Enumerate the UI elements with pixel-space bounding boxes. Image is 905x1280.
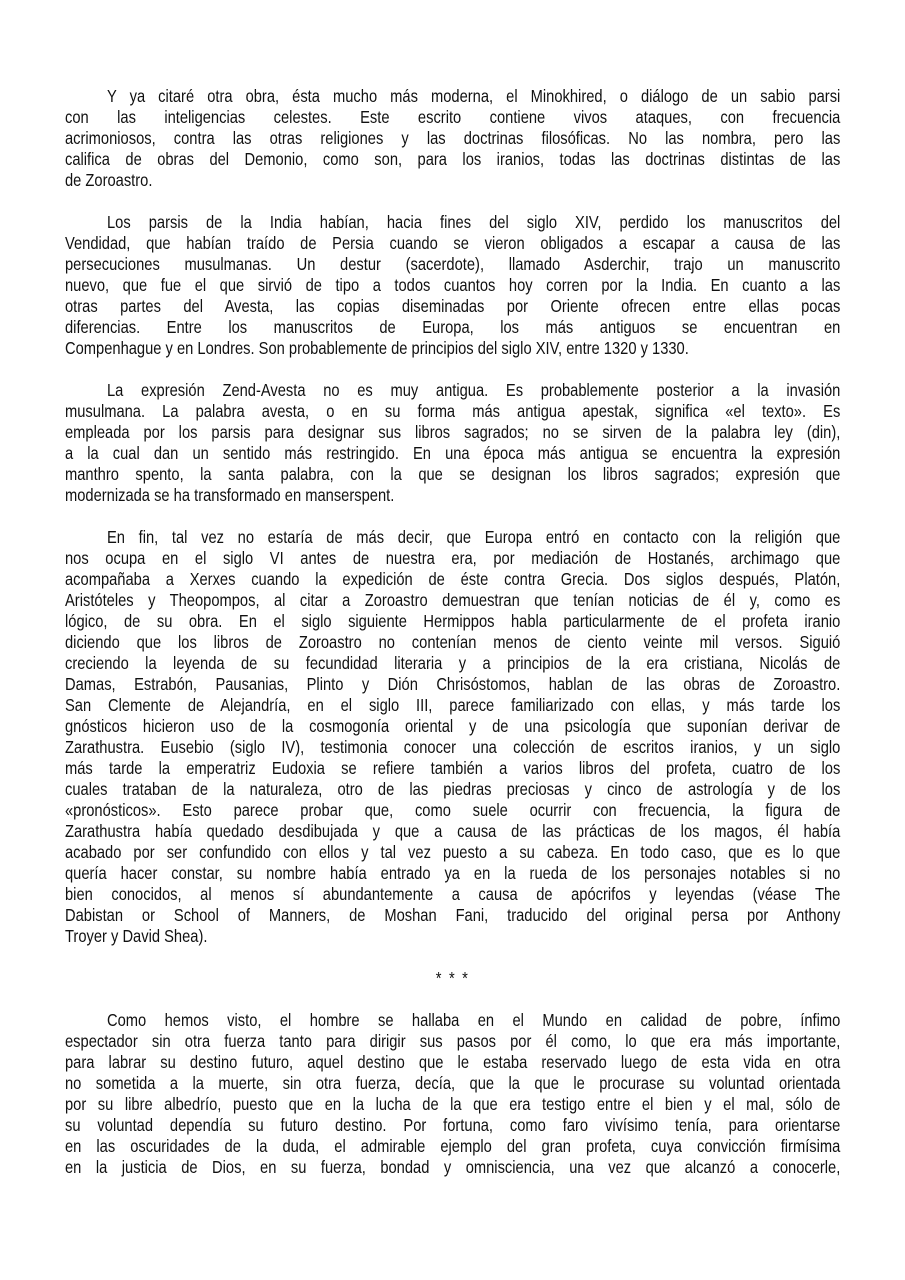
text-line: lógico, de su obra. En el siglo siguiente Hermippos habla particularmente de el profeta iranio xyxy=(65,611,841,631)
text-line: Los parsis de la India habían, hacia fines del siglo XIV, perdido los manuscritos del xyxy=(107,212,841,232)
text-line: con las inteligencias celestes. Este escrito contiene vivos ataques, con frecuencia xyxy=(65,107,841,127)
text-line: San Clemente de Alejandría, en el siglo III, parece familiarizado con ellas, y más tarde los xyxy=(65,695,841,715)
text-line: por su libre albedrío, puesto que en la lucha de la que era testigo entre el bien y el mal, sólo de xyxy=(65,1094,841,1114)
paragraph xyxy=(65,527,840,947)
text-line: Damas, Estrabón, Pausanias, Plinto y Dión Chrisóstomos, hablan de las obras de Zoroastro. xyxy=(65,674,841,694)
text-line: no sometida a la muerte, sin otra fuerza, decía, que la que le procurase su voluntad orientada xyxy=(65,1073,841,1093)
text-line: Zarathustra. Eusebio (siglo IV), testimonia conocer una colección de escritos iranios, y un siglo xyxy=(65,737,841,757)
text-line: más tarde la emperatriz Eudoxia se refiere también a varios libros del profeta, cuatro de los xyxy=(65,758,841,778)
text-line: Vendidad, que habían traído de Persia cuando se vieron obligados a escapar a causa de las xyxy=(65,233,841,253)
text-line: modernizada se ha transformado en manserspent. xyxy=(65,485,395,505)
text-line: diciendo que los libros de Zoroastro no contenían menos de ciento veinte mil versos. Siguió xyxy=(65,632,841,652)
text-line: a la cual dan un sentido más restringido. En una época más antigua se encuentra la expresión xyxy=(65,443,841,463)
text-line: «pronósticos». Esto parece probar que, como suele ocurrir con frecuencia, la figura de xyxy=(65,800,841,820)
text-line: acrimoniosos, contra las otras religiones y las doctrinas filosóficas. No las nombra, pero las xyxy=(65,128,841,148)
text-line: acompañaba a Xerxes cuando la expedición de éste contra Grecia. Dos siglos después, Platón, xyxy=(65,569,841,589)
text-line: cuales trataban de la naturaleza, otro de las piedras preciosas y cinco de astrología y de los xyxy=(65,779,841,799)
text-line: su voluntad dependía su futuro destino. Por fortuna, como faro vivísimo tenía, para orientarse xyxy=(65,1115,841,1135)
text-line: quería hacer constar, su nombre había entrado ya en la rueda de los personajes notables si no xyxy=(65,863,841,883)
paragraph xyxy=(65,380,840,506)
section-separator: * * * xyxy=(435,968,470,988)
text-line: nos ocupa en el siglo VI antes de nuestra era, por mediación de Hostanés, archimago que xyxy=(65,548,841,568)
text-line: Dabistan or School of Manners, de Moshan Fani, traducido del original persa por Anthony xyxy=(65,905,841,925)
text-line: empleada por los parsis para designar sus libros sagrados; no se sirven de la palabra ley (din), xyxy=(65,422,841,442)
text-line: acabado por ser confundido con ellos y tal vez puesto a su cabeza. En todo caso, que es lo que xyxy=(65,842,841,862)
text-line: Zarathustra había quedado desdibujada y que a causa de las prácticas de los magos, él había xyxy=(65,821,841,841)
paragraph xyxy=(65,86,840,191)
text-line: persecuciones musulmanas. Un destur (sacerdote), llamado Asderchir, trajo un manuscrito xyxy=(65,254,841,274)
text-line: nuevo, que fue el que sirvió de tipo a todos cuantos hoy corren por la India. En cuanto a las xyxy=(65,275,841,295)
text-line: otras partes del Avesta, las copias diseminadas por Oriente ofrecen entre ellas pocas xyxy=(65,296,841,316)
text-line: en la justicia de Dios, en su fuerza, bondad y omnisciencia, una vez que alcanzó a conocerle, xyxy=(65,1157,841,1177)
text-line: Aristóteles y Theopompos, al citar a Zoroastro demuestran que tenían noticias de él y, como es xyxy=(65,590,841,610)
paragraph xyxy=(65,212,840,359)
text-line: creciendo la leyenda de su fecundidad literaria y a principios de la era cristiana, Nicolás de xyxy=(65,653,841,673)
text-line: La expresión Zend-Avesta no es muy antigua. Es probablemente posterior a la invasión xyxy=(107,380,841,400)
text-line: califica de obras del Demonio, como son, para los iranios, todas las doctrinas distintas de las xyxy=(65,149,841,169)
text-line: Troyer y David Shea). xyxy=(65,926,208,946)
text-line: espectador sin otra fuerza tanto para dirigir sus pasos por él como, lo que era más importante, xyxy=(65,1031,841,1051)
text-line: para labrar su destino futuro, aquel destino que le estaba reservado luego de esta vida en otra xyxy=(65,1052,841,1072)
paragraph xyxy=(65,1010,840,1178)
text-line: gnósticos hicieron uso de la cosmogonía oriental y de una psicología que suponían derivar de xyxy=(65,716,841,736)
text-line: de Zoroastro. xyxy=(65,170,153,190)
document-body xyxy=(65,86,840,1199)
text-line: Compenhague y en Londres. Son probablemente de principios del siglo XIV, entre 1320 y 1330. xyxy=(65,338,689,358)
text-line: bien conocidos, al menos sí abundantemente a causa de apócrifos y leyendas (véase The xyxy=(65,884,841,904)
text-line: musulmana. La palabra avesta, o en su forma más antigua apestak, significa «el texto». Es xyxy=(65,401,841,421)
text-line: en las oscuridades de la duda, el admirable ejemplo del gran profeta, cuya convicción firmísima xyxy=(65,1136,841,1156)
text-line: Y ya citaré otra obra, ésta mucho más moderna, el Minokhired, o diálogo de un sabio parsi xyxy=(107,86,841,106)
text-line: En fin, tal vez no estaría de más decir, que Europa entró en contacto con la religión que xyxy=(107,527,841,547)
text-line: Como hemos visto, el hombre se hallaba en el Mundo en calidad de pobre, ínfimo xyxy=(107,1010,841,1030)
text-line: diferencias. Entre los manuscritos de Europa, los más antiguos se encuentran en xyxy=(65,317,841,337)
text-line: manthro spento, la santa palabra, con la que se designan los libros sagrados; expresión que xyxy=(65,464,841,484)
